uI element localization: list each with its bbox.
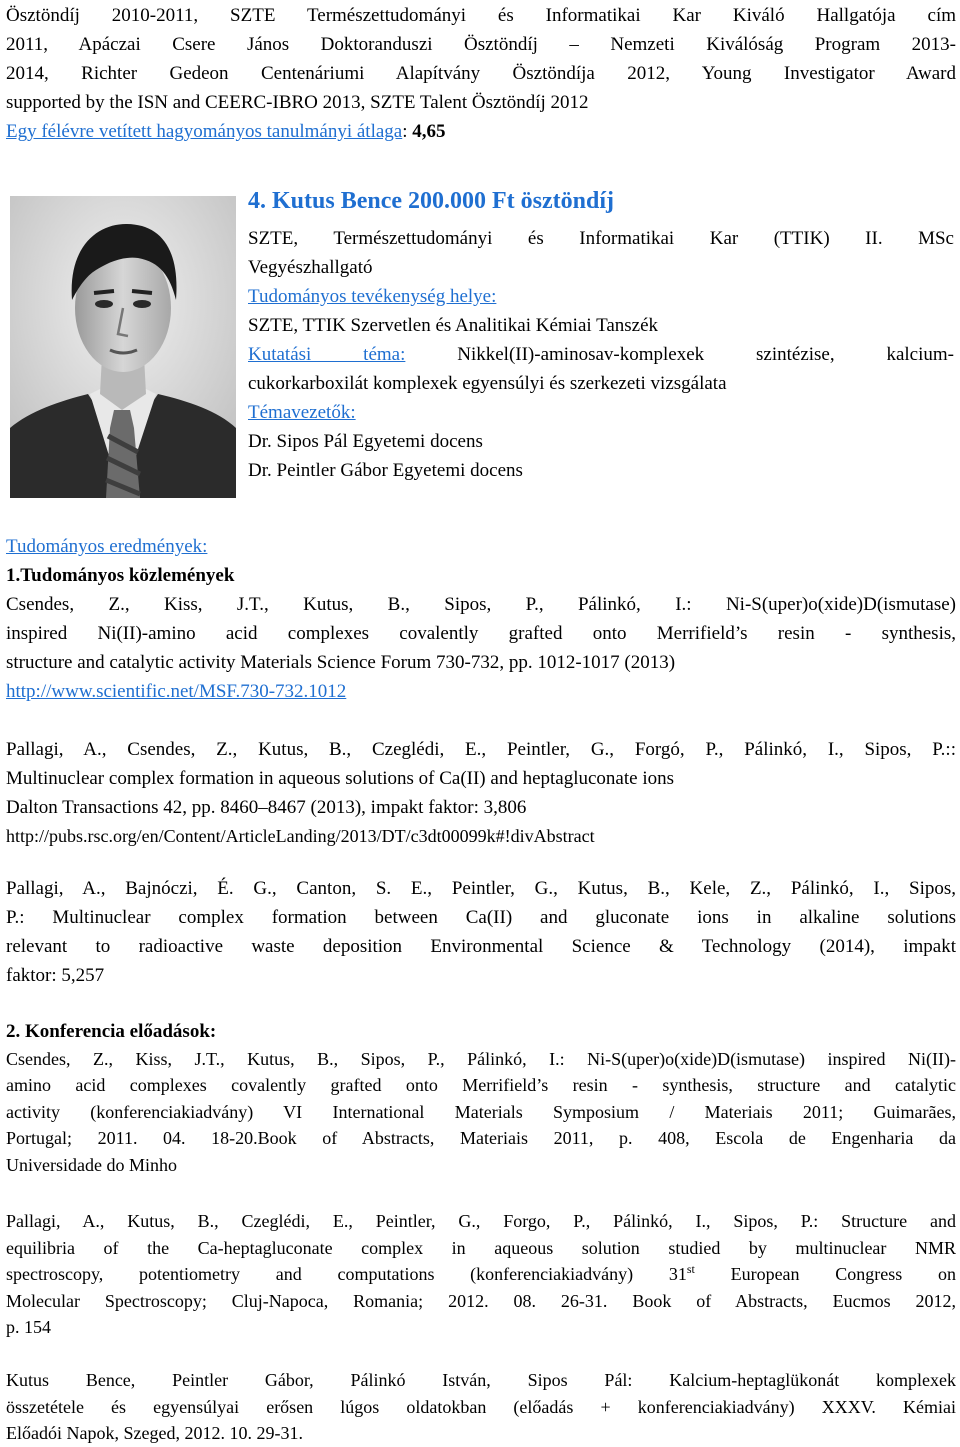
publication-line: faktor: 5,257 [6, 965, 105, 986]
supervisor-item: Dr. Peintler Gábor Egyetemi docens [248, 460, 523, 481]
publication-line: inspired Ni(II)-amino acid complexes covalently grafted onto Merrifield’s resin - synthesis, [6, 623, 956, 644]
supervisor-item: Dr. Sipos Pál Egyetemi docens [248, 431, 483, 452]
awards-line: supported by the ISN and CEERC-IBRO 2013, SZTE Talent Ösztöndíj 2012 [6, 92, 589, 113]
study-average-sep: : [402, 121, 413, 142]
publications-heading: 1.Tudományos közlemények [6, 565, 235, 586]
conference-line: amino acid complexes covalently grafted onto Merrifield’s resin - synthesis, structure and catalytic [6, 1075, 956, 1096]
conferences-heading: 2. Konferencia előadások: [6, 1021, 217, 1042]
awards-paragraph [6, 1, 956, 146]
study-average-value: 4,65 [412, 121, 446, 142]
research-topic-line: cukorkarboxilát komplexek egyensúlyi és szerkezeti vizsgálata [248, 373, 727, 394]
scientific-results [6, 532, 956, 706]
publication-line: relevant to radioactive waste deposition Environmental Science & Technology (2014), impakt [6, 936, 956, 957]
ordinal-suffix: st [686, 1262, 695, 1277]
research-topic-line [248, 340, 954, 369]
publication-line: Pallagi, A., Bajnóczi, É. G., Canton, S. E., Peintler, G., Kutus, B., Kele, Z., Pálinkó, I., Sipos, [6, 878, 956, 899]
publication-line: Dalton Transactions 42, pp. 8460–8467 (2013), impakt faktor: 3,806 [6, 797, 527, 818]
student-portrait-photo [10, 196, 236, 498]
publication-link-line [6, 677, 956, 706]
publication-link[interactable]: http://www.scientific.net/MSF.730-732.1012 [6, 681, 347, 702]
conference-line: Molecular Spectroscopy; Cluj-Napoca, Romania; 2012. 08. 26-31. Book of Abstracts, Eucmos 2012, [6, 1290, 956, 1311]
conference-text: spectroscopy, potentiometry and computations (konferenciakiadvány) 31 [6, 1264, 687, 1285]
study-average-line [6, 117, 956, 146]
supervisors-label [248, 398, 954, 427]
profile-heading: 4. Kutus Bence 200.000 Ft ösztöndíj [248, 188, 614, 214]
conference-line: Universidade do Minho [6, 1154, 177, 1175]
conference-3 [6, 1367, 956, 1447]
publication-line: Csendes, Z., Kiss, J.T., Kutus, B., Sipos, P., Pálinkó, I.: Ni-S(uper)o(xide)D(ismutase) [6, 594, 956, 615]
conference-line: összetétele és egyensúlyai erősen lúgos oldatokban (előadás + konferenciakiadvány) XXXV. Kémiai [6, 1396, 956, 1417]
faculty-line: SZTE, Természettudományi és Informatikai Kar (TTIK) II. MSc [248, 228, 954, 249]
awards-line: 2011, Apáczai Csere János Doktoranduszi Ösztöndíj – Nemzeti Kiválóság Program 2013- [6, 34, 956, 55]
awards-line: 2014, Richter Gedeon Centenáriumi Alapítvány Ösztöndíja 2012, Young Investigator Award [6, 63, 956, 84]
research-topic-label[interactable]: Kutatási téma: [248, 344, 406, 365]
supervisors-label-link[interactable]: Témavezetők: [248, 402, 356, 423]
conference-line: activity (konferenciakiadvány) VI International Materials Symposium / Materiais 2011; Guimarães, [6, 1101, 956, 1122]
research-place-value: SZTE, TTIK Szervetlen és Analitikai Kémiai Tanszék [248, 315, 659, 336]
conference-line: Pallagi, A., Kutus, B., Czeglédi, E., Peintler, G., Forgo, P., Pálinkó, I., Sipos, P.: Structure and [6, 1211, 956, 1231]
publication-3 [6, 874, 956, 990]
profile-block [248, 186, 954, 216]
conference-line: Előadói Napok, Szeged, 2012. 10. 29-31. [6, 1423, 303, 1444]
publication-line: Pallagi, A., Csendes, Z., Kutus, B., Czeglédi, E., Peintler, G., Forgó, P., Pálinkó, I., Sipos, P.:: [6, 739, 956, 760]
research-place-label [248, 282, 954, 311]
publication-line: P.: Multinuclear complex formation between Ca(II) and gluconate ions in alkaline solutions [6, 907, 956, 928]
awards-line: Ösztöndíj 2010-2011, SZTE Természettudományi és Informatikai Kar Kiváló Hallgatója cím [6, 5, 956, 26]
publication-line: structure and catalytic activity Materials Science Forum 730-732, pp. 1012-1017 (2013) [6, 652, 676, 673]
research-topic-value: Nikkel(II)-aminosav-komplexek szintézise, kalcium- [405, 344, 954, 365]
results-label [6, 532, 956, 561]
conference-section [6, 1019, 956, 1179]
publication-line: Multinuclear complex formation in aqueous solutions of Ca(II) and heptagluconate ions [6, 768, 674, 789]
publication-2 [6, 735, 956, 851]
portrait-image [10, 196, 236, 498]
results-label-link[interactable]: Tudományos eredmények: [6, 536, 208, 557]
conference-line [6, 1261, 956, 1288]
conference-line: equilibria of the Ca-heptagluconate complex in aqueous solution studied by multinuclear NMR [6, 1237, 956, 1258]
conference-line: Portugal; 2011. 04. 18-20.Book of Abstracts, Materiais 2011, p. 408, Escola de Engenharia da [6, 1128, 956, 1149]
conference-line: p. 154 [6, 1317, 51, 1338]
conference-text: European Congress on [694, 1264, 957, 1285]
study-average-label[interactable]: Egy félévre vetített hagyományos tanulmányi átlaga [6, 121, 403, 142]
conference-line: Csendes, Z., Kiss, J.T., Kutus, B., Sipos, P., Pálinkó, I.: Ni-S(uper)o(xide)D(ismutase) inspired Ni(II)- [6, 1048, 956, 1069]
faculty-line: Vegyészhallgató [248, 257, 373, 278]
profile-details [248, 224, 954, 485]
conference-line: Kutus Bence, Peintler Gábor, Pálinkó István, Sipos Pál: Kalcium-heptaglükonát komplexek [6, 1370, 956, 1390]
research-place-label-link[interactable]: Tudományos tevékenység helye: [248, 286, 497, 307]
publication-url: http://pubs.rsc.org/en/Content/ArticleLanding/2013/DT/c3dt00099k#!divAbstract [6, 826, 595, 846]
conference-2 [6, 1208, 956, 1341]
